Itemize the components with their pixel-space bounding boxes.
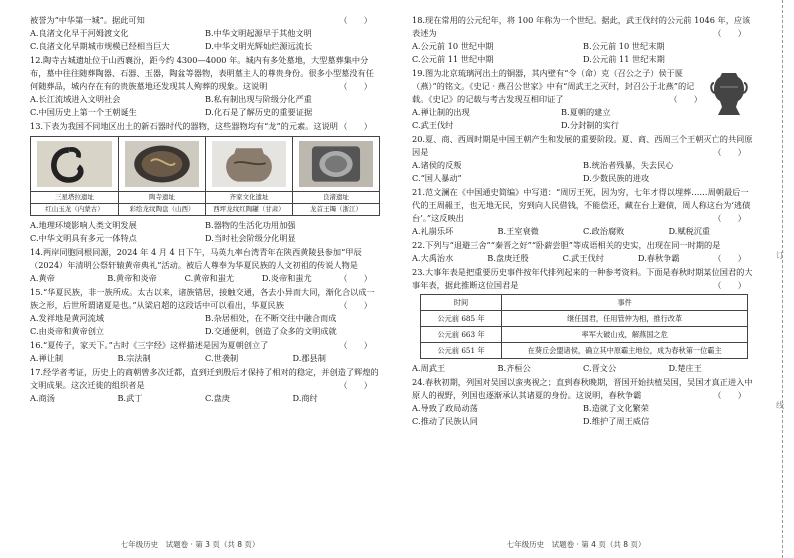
artifact-caption-name: 红山玉龙（内蒙古） (45, 205, 104, 213)
question-11 (30, 14, 380, 53)
answer-paren[interactable]: （ ） (339, 300, 372, 310)
option-a[interactable]: A.良渚文化早于河姆渡文化 (30, 28, 129, 38)
question-18-stem: 18.现在常用的公元纪年，将 100 年称为一个世纪。据此，武王伐纣的公元前 1046 年，应该表述为 (412, 15, 751, 38)
option-d[interactable]: D.当时社会阶级分化明显 (205, 233, 296, 243)
question-14-stem: 14.两岸同胞同根同源，2024 年 4 月 4 日下午，马英九率台湾青年在陕西黄陵县参加“甲辰（2024）年清明公祭轩辕黄帝典礼”活动。被后人尊奉为华夏民族的人文初祖的传说人物是 (30, 247, 362, 270)
table-cell-event: 率军大破山戎，解燕国之危 (502, 327, 748, 343)
option-d[interactable]: D.赋税沉重 (668, 226, 711, 236)
question-17-stem: 17.经学者考证，历史上的商朝曾多次迁都，直到迁到殷后才保持了相对的稳定，并创造了辉煌的文明成果。这次迁徙的组织者是 (30, 367, 379, 390)
exam-page-4 (398, 0, 754, 558)
page-footer: 七年级历史 试题卷 · 第 4 页（共 8 页） (506, 540, 646, 549)
option-b[interactable]: B.夏朝的建立 (561, 107, 611, 117)
table-row (421, 311, 748, 327)
page-footer: 七年级历史 试题卷 · 第 3 页（共 8 页） (120, 540, 260, 549)
table-cell-time: 公元前 663 年 (421, 327, 502, 343)
option-d[interactable]: D.楚庄王 (668, 363, 702, 373)
option-a[interactable]: A.导致了政局动荡 (412, 403, 478, 413)
answer-paren[interactable]: （ ） (713, 147, 746, 157)
pottery-jar-icon (212, 141, 286, 187)
option-d[interactable]: D.少数民族的进攻 (583, 173, 650, 183)
option-c[interactable]: C.“国人暴动” (412, 173, 462, 183)
binding-gutter (772, 0, 794, 558)
answer-paren[interactable]: （ ） (713, 253, 746, 263)
option-a[interactable]: A.礼崩乐坏 (412, 226, 454, 236)
option-a[interactable]: A.长江流域进入文明社会 (30, 94, 121, 104)
option-b[interactable]: B.造就了文化繁荣 (583, 403, 649, 413)
binding-mark-xian: 线 (776, 401, 784, 410)
option-b[interactable]: B.器物的生活化功用加强 (205, 220, 296, 230)
painted-plate-icon (125, 141, 199, 187)
table-cell-event: 在葵丘会盟诸侯，确立其中原霸主地位，成为春秋第一位霸主 (502, 343, 748, 359)
option-c[interactable]: C.武王伐纣 (562, 253, 604, 263)
table-cell-event: 继任国君，任用管仲为相，推行改革 (502, 311, 748, 327)
option-b[interactable]: B.宗法制 (117, 353, 151, 363)
artifact-caption-site: 齐家文化遗址 (229, 193, 269, 201)
option-a[interactable]: A.地理环境影响人类文明发展 (30, 220, 137, 230)
option-d[interactable]: D.交通便利，创造了众多的文明成就 (205, 326, 337, 336)
question-24-stem: 24.春秋初期，列国对吴国以蛮夷视之；直到春秋晚期，晋国开始扶植吴国，吴国才真正进入中原人的视野，列国也逐渐承认其诸夏的身份。这说明，春秋争霸 (412, 377, 753, 400)
option-c[interactable]: C.中华文明具有多元一体特点 (30, 233, 137, 243)
artifact-caption-site: 陶寺遗址 (149, 193, 175, 201)
option-c[interactable]: C.世袭制 (205, 353, 239, 363)
option-b[interactable]: B.杂居相处，在不断交往中融合而成 (205, 313, 337, 323)
option-a[interactable]: A.诸侯的反叛 (412, 160, 462, 170)
option-d[interactable]: D.公元前 11 世纪末期 (583, 54, 665, 64)
question-19-stem: 19.图为北京琉璃河出土的铜器，其内壁有“令（命）克（召公之子）侯于匽（燕）”的铭文。《史记 · 燕召公世家》中有“周武王之灭纣，封召公于北燕”的记载。《史记》的记载与考古发现互相印证了 (412, 68, 695, 104)
question-13-stem: 13.下表为我国不同地区出土的新石器时代的器物，这些器物均有“龙”的元素。这说明 (30, 121, 338, 131)
binding-dashed-line (782, 0, 783, 558)
question-16 (30, 339, 380, 365)
table-row (421, 327, 748, 343)
option-a[interactable]: A.周武王 (412, 363, 446, 373)
question-15-stem: 15.“华夏民族，非一族所成。太古以来，诸族错居，接触交通，各去小异而大同，渐化合以成一族之形，后世所谓诸夏是也。”从梁启超的这段话中可以看出，华夏民族 (30, 287, 375, 310)
question-11-stem: 被誉为“中华第一城”。据此可知 (30, 15, 145, 25)
artifact-jade-bracelet (292, 137, 379, 215)
answer-paren[interactable]: （ ） (339, 121, 372, 131)
option-c[interactable]: C.武王伐纣 (412, 120, 454, 130)
answer-paren[interactable]: （ ） (713, 280, 746, 290)
option-a[interactable]: A.大禹治水 (412, 253, 454, 263)
question-20-stem: 20.夏、商、西周时期是中国王朝产生和发展的重要阶段。夏、商、西周三个王朝灭亡的共同原因是 (412, 134, 753, 157)
question-12 (30, 54, 380, 119)
question-16-stem: 16.“夏传子，家天下。”古时《三字经》这样描述是因为夏朝创立了 (30, 340, 269, 350)
question-13 (30, 120, 380, 245)
question-20 (412, 133, 754, 185)
artifact-caption-site: 三星塔拉遗址 (55, 193, 94, 201)
jade-bracelet-icon (299, 141, 373, 187)
artifact-jade-dragon (31, 137, 118, 215)
question-21-stem: 21.范文澜在《中国通史简编》中写道：“周厉王死，因为穷，七年才得以埋葬……周朝最后一代的王周赧王，也无地无民，穷到向人民借钱，不能偿还，藏在台上避债，周人称这台为‘逃债台’。”这反映出 (412, 187, 751, 223)
question-12-stem: 12.陶寺古城遗址位于山西襄汾，距今约 4300—4000 年。城内有多处墓地，大型墓葬集中分布，墓中往往随葬陶器、石器、玉器，陶盆等器物，表明墓主人的尊贵身份。很多小型墓没有任何随葬品，城内存在有的贵族墓地还发现其人殉葬的现象。这说明 (30, 55, 374, 91)
option-d[interactable]: D.郡县制 (292, 353, 326, 363)
option-d[interactable]: D.春秋争霸 (637, 253, 680, 263)
answer-paren[interactable]: （ ） (339, 340, 372, 350)
table-cell-time: 公元前 685 年 (421, 311, 502, 327)
option-c[interactable]: C.中国历史上第一个王朝诞生 (30, 107, 137, 117)
question-17 (30, 366, 380, 405)
question-21 (412, 186, 754, 238)
question-24 (412, 376, 754, 428)
table-row (421, 343, 748, 359)
bronze-vessel-icon (710, 67, 748, 119)
option-d[interactable]: D.商纣 (292, 393, 318, 403)
option-b[interactable]: B.统治者残暴，失去民心 (583, 160, 674, 170)
option-d[interactable]: D.维护了周王威信 (583, 416, 650, 426)
option-b[interactable]: B.武丁 (117, 393, 143, 403)
question-22-stem: 22.下列与“退避三舍”“秦晋之好”“卧薪尝胆”等成语相关的史实，出现在同一时期的是 (412, 240, 721, 250)
option-b[interactable]: B.齐桓公 (497, 363, 531, 373)
option-a[interactable]: A.商汤 (30, 393, 55, 403)
question-23 (412, 266, 754, 375)
option-b[interactable]: B.私有制出现与阶级分化严重 (205, 94, 312, 104)
option-a[interactable]: A.禅让制 (30, 353, 64, 363)
answer-paren[interactable]: （ ） (339, 15, 372, 25)
artifact-table (30, 136, 380, 216)
artifact-painted-plate (118, 137, 205, 215)
jade-dragon-icon (37, 141, 112, 187)
artifact-caption-name: 彩绘龙纹陶盘（山西） (129, 205, 195, 213)
option-d[interactable]: D.化石是了解历史的重要证据 (205, 107, 313, 117)
table-header-time: 时间 (421, 295, 502, 311)
option-c[interactable]: C.由炎帝和黄帝创立 (30, 326, 105, 336)
exam-page-3 (0, 0, 380, 558)
option-b[interactable]: B.王室衰微 (497, 226, 539, 236)
question-18 (412, 14, 754, 66)
option-c[interactable]: C.良渚文化早期城市规模已经相当巨大 (30, 41, 170, 51)
binding-mark-ding: 订 (776, 251, 784, 260)
question-19 (412, 67, 754, 132)
option-d[interactable]: D.炎帝和蚩尤 (261, 273, 312, 283)
option-c[interactable]: C.公元前 11 世纪中期 (412, 54, 494, 64)
table-header-event: 事件 (502, 295, 748, 311)
artifact-pottery-jar (205, 137, 292, 215)
answer-paren[interactable]: （ ） (339, 380, 372, 390)
option-c[interactable]: C.晋文公 (583, 363, 617, 373)
artifact-caption-name: 龙首王镯（浙江） (310, 205, 362, 213)
question-14 (30, 246, 380, 285)
option-b[interactable]: B.公元前 10 世纪末期 (583, 41, 665, 51)
question-15 (30, 286, 380, 338)
answer-paren[interactable]: （ ） (713, 213, 746, 223)
option-b[interactable]: B.盘庚迁殷 (487, 253, 529, 263)
option-d[interactable]: D.中华文明光辉灿烂源远流长 (205, 41, 313, 51)
answer-paren[interactable]: （ ） (339, 81, 372, 91)
option-b[interactable]: B.黄帝和炎帝 (107, 273, 157, 283)
option-b[interactable]: B.中华文明起源早于其他文明 (205, 28, 312, 38)
option-c[interactable]: C.黄帝和蚩尤 (184, 273, 235, 283)
chronology-table (420, 294, 748, 359)
answer-paren[interactable]: （ ） (713, 390, 746, 400)
answer-paren[interactable]: （ ） (669, 94, 702, 104)
option-a[interactable]: A.黄帝 (30, 273, 55, 283)
table-cell-time: 公元前 651 年 (421, 343, 502, 359)
option-a[interactable]: A.禅让制的出现 (412, 107, 470, 117)
question-22 (412, 239, 754, 265)
answer-paren[interactable]: （ ） (713, 28, 746, 38)
artifact-caption-name: 西坪龙纹红陶罐（甘肃） (213, 205, 285, 213)
option-c[interactable]: C.盘庚 (205, 393, 230, 403)
option-d[interactable]: D.分封制的实行 (561, 120, 619, 130)
option-c[interactable]: C.政治腐败 (583, 226, 625, 236)
question-23-stem: 23.大事年表是把重要历史事件按年代排列起来的一种参考资料。下面是春秋时期某位国君的大事年表，据此推断这位国君是 (412, 267, 753, 290)
table-header-row (421, 295, 748, 311)
option-a[interactable]: A.发祥地是黄河流域 (30, 313, 105, 323)
option-c[interactable]: C.推动了民族认同 (412, 416, 478, 426)
option-a[interactable]: A.公元前 10 世纪中期 (412, 41, 494, 51)
answer-paren[interactable]: （ ） (339, 273, 372, 283)
artifact-caption-site: 良渚遗址 (323, 193, 349, 201)
